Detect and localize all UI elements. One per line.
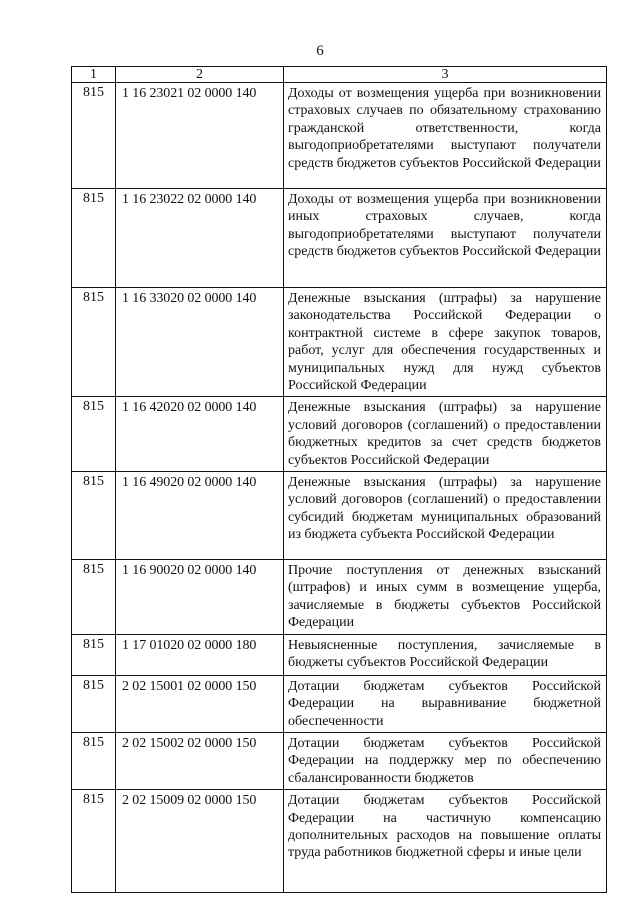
income-description: Дотации бюджетам субъектов Российской Федерации на частичную компенсацию дополнительных расходов на повышение оплаты труда работников бюджетной сферы и иные цели [284, 790, 607, 893]
table-row [72, 472, 607, 560]
income-description: Денежные взыскания (штрафы) за нарушение законодательства Российской Федерации о контрактной системе в сфере закупок товаров, работ, услуг для обеспечения государственных и муниципальных нужд для нужд субъектов Российской Федерации [284, 288, 607, 397]
table-row [72, 83, 607, 189]
income-description: Денежные взыскания (штрафы) за нарушение условий договоров (соглашений) о предоставлении субсидий бюджетам муниципальных образований из бюджета субъекта Российской Федерации [284, 472, 607, 560]
budget-code: 1 16 49020 02 0000 140 [116, 472, 284, 560]
page-number: 6 [316, 43, 324, 59]
table-row [72, 732, 607, 789]
income-description: Доходы от возмещения ущерба при возникновении иных страховых случаев, когда выгодоприобретателями выступают получатели средств бюджетов субъектов Российской Федерации [284, 189, 607, 288]
budget-code: 1 16 90020 02 0000 140 [116, 560, 284, 635]
budget-code: 1 16 23022 02 0000 140 [116, 189, 284, 288]
budget-code: 1 16 42020 02 0000 140 [116, 397, 284, 472]
budget-code: 1 17 01020 02 0000 180 [116, 634, 284, 675]
admin-code: 815 [72, 472, 116, 560]
table-row [72, 397, 607, 472]
income-description: Денежные взыскания (штрафы) за нарушение условий договоров (соглашений) о предоставлении бюджетных кредитов за счет средств бюджетов субъектов Российской Федерации [284, 397, 607, 472]
table-row [72, 288, 607, 397]
table-row [72, 560, 607, 635]
admin-code: 815 [72, 288, 116, 397]
budget-code: 2 02 15001 02 0000 150 [116, 675, 284, 732]
admin-code: 815 [72, 732, 116, 789]
admin-code: 815 [72, 83, 116, 189]
revenue-codes-table [71, 66, 607, 893]
income-description: Дотации бюджетам субъектов Российской Федерации на поддержку мер по обеспечению сбалансированности бюджетов [284, 732, 607, 789]
column-header-3: 3 [284, 67, 607, 83]
admin-code: 815 [72, 397, 116, 472]
budget-code: 2 02 15002 02 0000 150 [116, 732, 284, 789]
table-row [72, 790, 607, 893]
admin-code: 815 [72, 790, 116, 893]
income-description: Доходы от возмещения ущерба при возникновении страховых случаев по обязательному страхованию гражданской ответственности, когда выгодоприобретателями выступают получатели средств бюджетов субъектов Российской Федерации [284, 83, 607, 189]
admin-code: 815 [72, 560, 116, 635]
admin-code: 815 [72, 675, 116, 732]
income-description: Дотации бюджетам субъектов Российской Федерации на выравнивание бюджетной обеспеченности [284, 675, 607, 732]
header-row [72, 67, 607, 83]
admin-code: 815 [72, 189, 116, 288]
admin-code: 815 [72, 634, 116, 675]
income-description: Невыясненные поступления, зачисляемые в бюджеты субъектов Российской Федерации [284, 634, 607, 675]
budget-code: 2 02 15009 02 0000 150 [116, 790, 284, 893]
budget-code: 1 16 23021 02 0000 140 [116, 83, 284, 189]
table-row [72, 189, 607, 288]
column-header-1: 1 [72, 67, 116, 83]
income-description: Прочие поступления от денежных взысканий (штрафов) и иных сумм в возмещение ущерба, зачисляемые в бюджеты субъектов Российской Федерации [284, 560, 607, 635]
column-header-2: 2 [116, 67, 284, 83]
table-row [72, 634, 607, 675]
budget-code: 1 16 33020 02 0000 140 [116, 288, 284, 397]
table-row [72, 675, 607, 732]
